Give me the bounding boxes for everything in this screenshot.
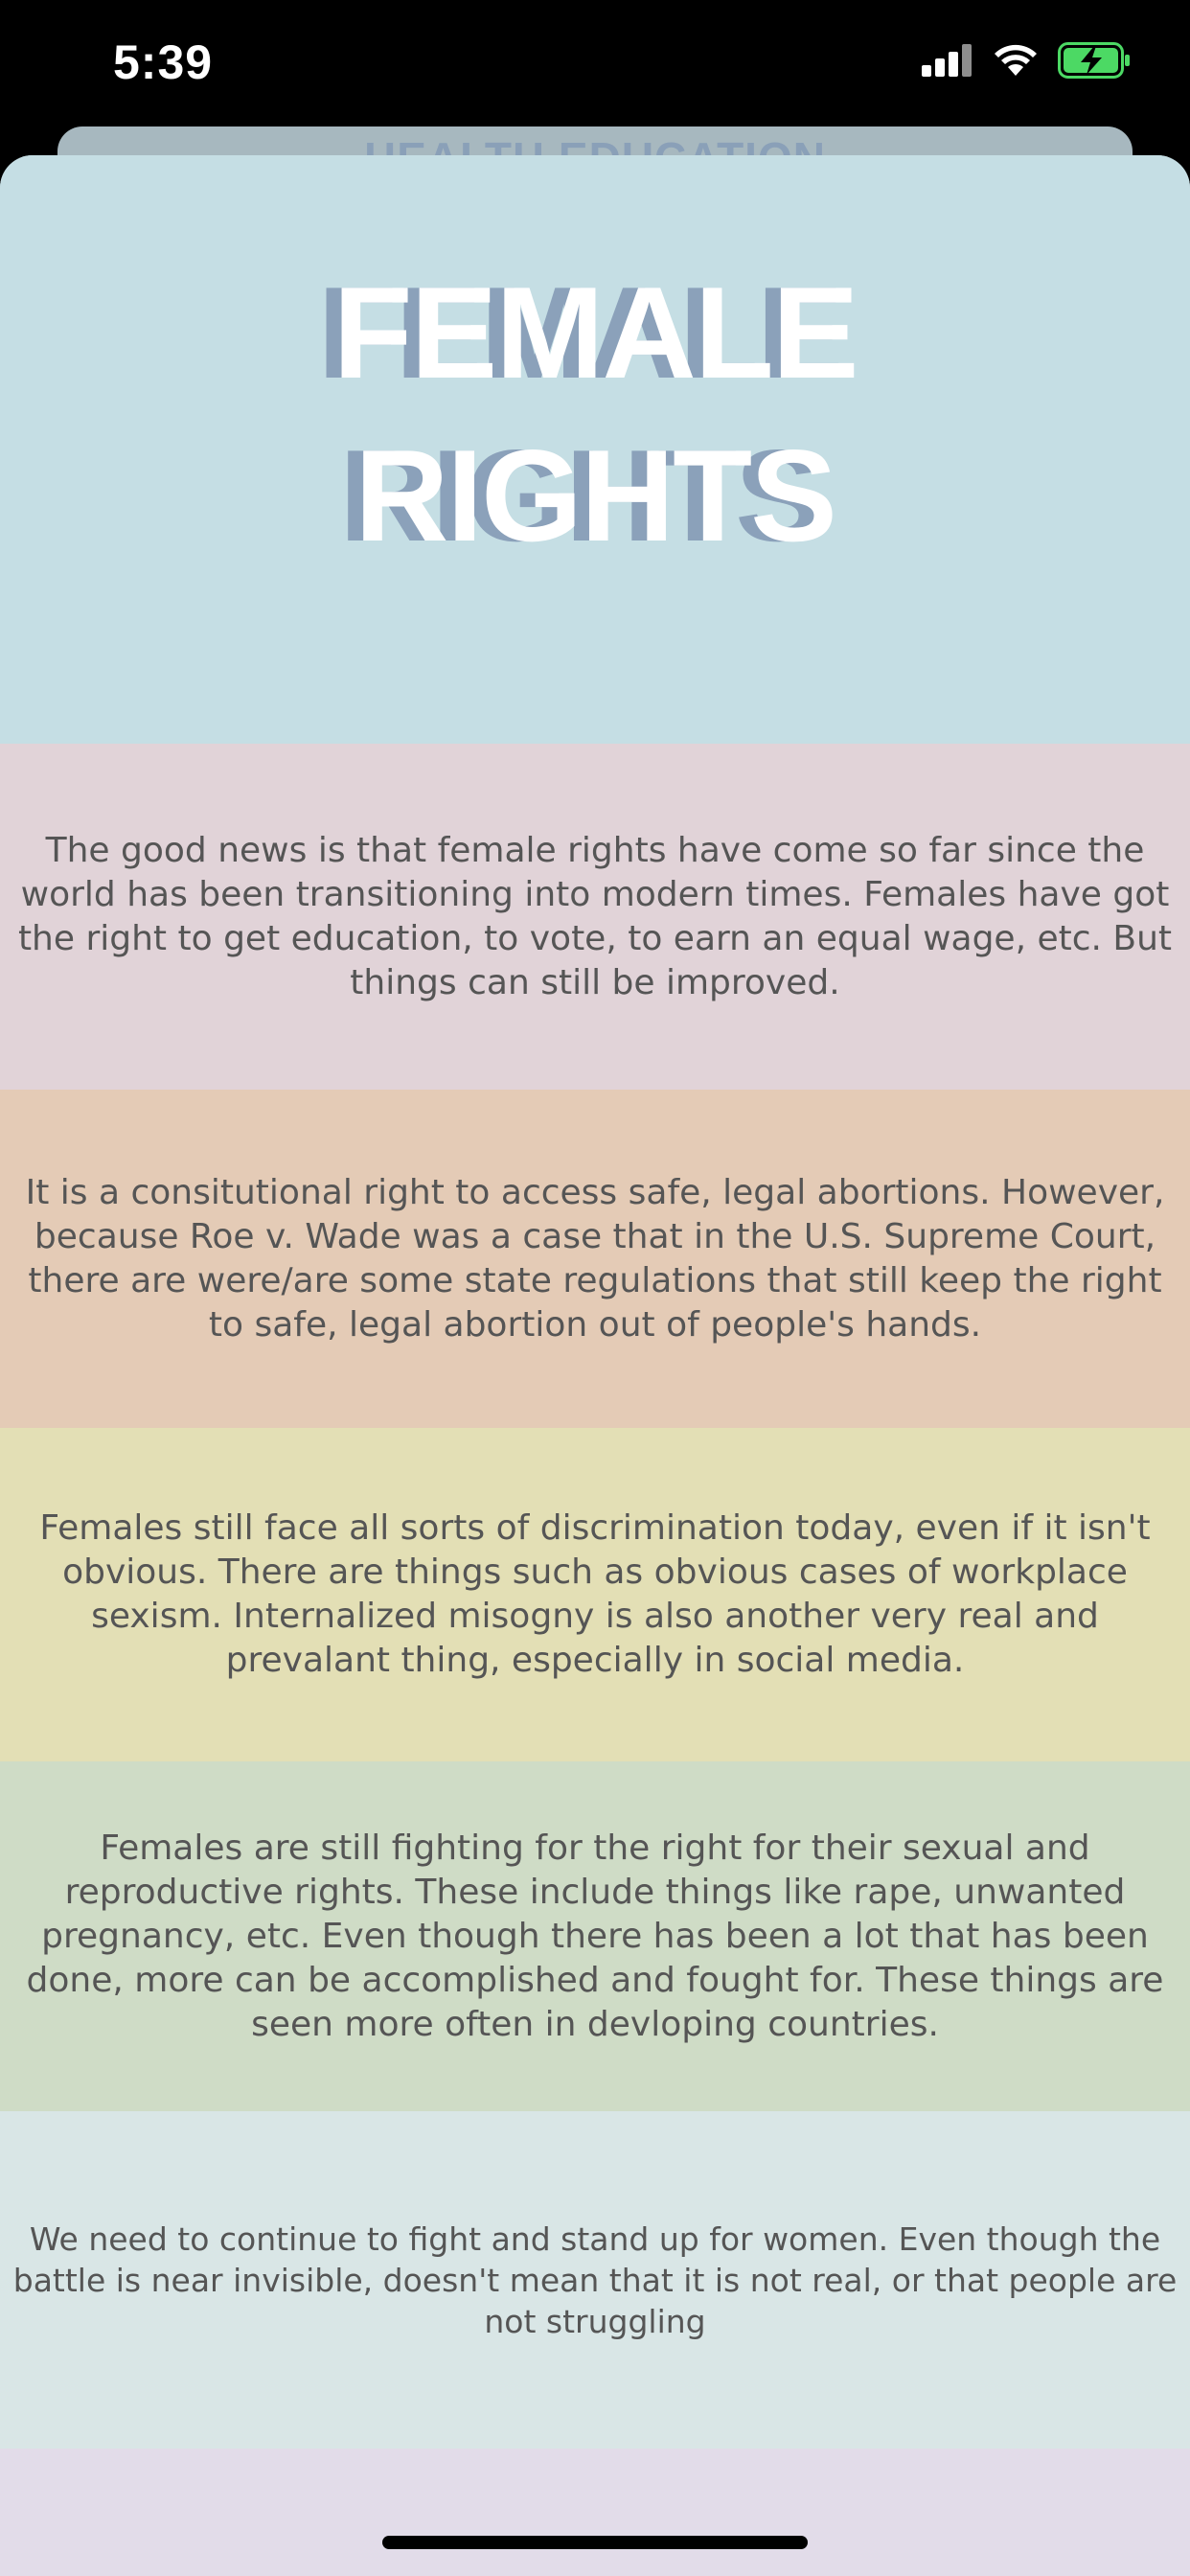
page-title <box>0 251 1190 577</box>
info-section-text: The good news is that female rights have come so far since the world has been transitioning into modern times. Females have got the right to get education, to vote, to earn an equal wage, etc. But things can still be improved. <box>17 830 1173 1002</box>
status-icons <box>922 42 1133 83</box>
info-section-6 <box>0 2449 1190 2576</box>
info-section-2 <box>0 1090 1190 1428</box>
info-section-text: It is a consitutional right to access safe, legal abortions. However, because Roe v. Wade was a case that in the U.S. Supreme Court, there are were/are some state regulations that still keep the right to safe, legal abortion out of people's hands. <box>25 1172 1165 1345</box>
info-section-text: Females still face all sorts of discrimination today, even if it isn't obvious. There are things such as obvious cases of workplace sexism. Internalized misogny is also another very real and prevalant thing, especially in social media. <box>39 1508 1151 1680</box>
status-bar <box>0 0 1190 144</box>
info-section-1 <box>0 744 1190 1090</box>
info-section-5 <box>0 2111 1190 2449</box>
page-title-line-1: FEMALE <box>332 260 858 405</box>
battery-charging-icon <box>1058 42 1133 83</box>
cellular-signal-icon <box>922 44 973 81</box>
content-sheet[interactable] <box>0 155 1190 2576</box>
status-time: 5:39 <box>113 35 214 89</box>
info-section-3 <box>0 1428 1190 1761</box>
info-section-text: Females are still fighting for the right for their sexual and reproductive rights. These include things like rape, unwanted pregnancy, etc. Even though there has been a lot that has been done, more can be accomplished and fought for. These things are seen more often in devloping countries. <box>26 1828 1164 2044</box>
info-section-text: We need to continue to fight and stand up for women. Even though the battle is near invisible, doesn't mean that it is not real, or that people are not struggling <box>12 2220 1178 2340</box>
title-header <box>0 155 1190 744</box>
wifi-icon <box>993 43 1039 82</box>
info-section-4 <box>0 1761 1190 2111</box>
home-indicator[interactable] <box>382 2536 808 2549</box>
page-title-line-2: RIGHTS <box>355 423 835 568</box>
